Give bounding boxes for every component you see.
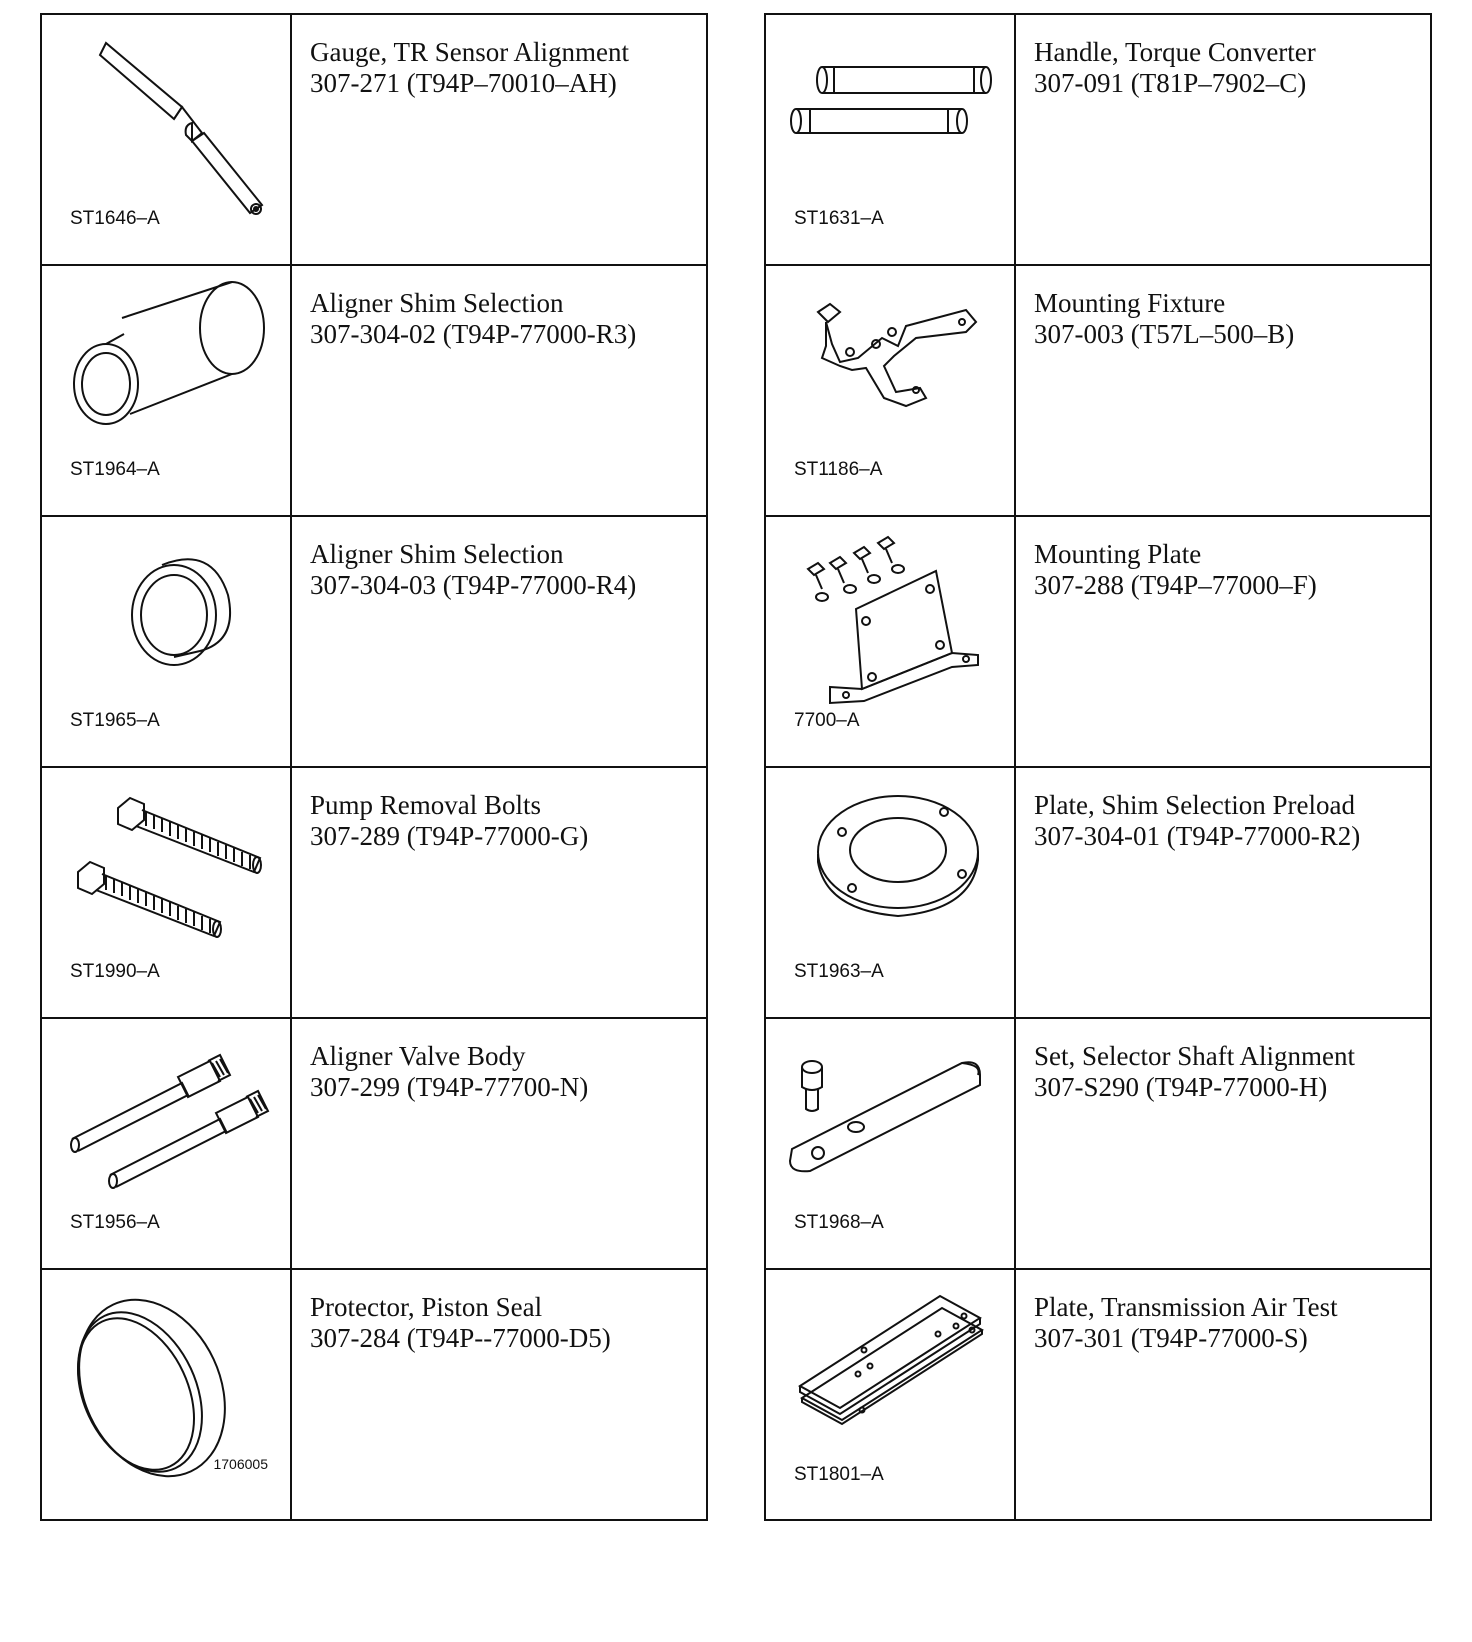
tool-title: Mounting Plate xyxy=(1034,539,1202,569)
tool-number: 307-304-02 (T94P-77000-R3) xyxy=(310,319,637,349)
tool-illustration-cell xyxy=(766,15,1016,264)
tool-illustration-cell xyxy=(766,1270,1016,1520)
illustration-code: ST1631–A xyxy=(794,208,884,229)
tool-title: Plate, Transmission Air Test xyxy=(1034,1292,1338,1322)
tool-description xyxy=(310,1041,588,1103)
illustration-code: ST1965–A xyxy=(70,710,160,731)
tool-row xyxy=(766,266,1430,517)
illustration-code: ST1963–A xyxy=(794,961,884,982)
tool-title: Mounting Fixture xyxy=(1034,288,1226,318)
special-tools-table-right xyxy=(764,13,1432,1521)
tool-row xyxy=(42,768,706,1019)
tool-title: Aligner Shim Selection xyxy=(310,288,564,318)
tool-number: 307-S290 (T94P-77000-H) xyxy=(1034,1072,1328,1102)
tool-row xyxy=(42,266,706,517)
tool-row xyxy=(766,1019,1430,1270)
illustration-code: ST1968–A xyxy=(794,1212,884,1233)
tool-number: 307-288 (T94P–77000–F) xyxy=(1034,570,1317,600)
tool-illustration-cell xyxy=(42,517,292,766)
tool-illustration-cell xyxy=(42,768,292,1017)
tool-row xyxy=(42,1270,706,1520)
illustration-code: ST1186–A xyxy=(794,459,883,480)
tool-row xyxy=(766,517,1430,768)
tool-number: 307-301 (T94P-77000-S) xyxy=(1034,1323,1308,1353)
tool-description xyxy=(1034,288,1294,350)
tool-description xyxy=(310,539,636,601)
tool-illustration-cell xyxy=(42,266,292,515)
tool-description xyxy=(1034,539,1317,601)
tool-title: Set, Selector Shaft Alignment xyxy=(1034,1041,1355,1071)
tool-title: Handle, Torque Converter xyxy=(1034,37,1316,67)
tool-number: 307-304-01 (T94P-77000-R2) xyxy=(1034,821,1361,851)
tool-number: 307-284 (T94P--77000-D5) xyxy=(310,1323,611,1353)
tool-row xyxy=(42,1019,706,1270)
tool-illustration-cell xyxy=(766,517,1016,766)
tool-number: 307-299 (T94P-77700-N) xyxy=(310,1072,589,1102)
tool-title: Plate, Shim Selection Preload xyxy=(1034,790,1355,820)
illustration-code: ST1964–A xyxy=(70,459,160,480)
illustration-code: ST1956–A xyxy=(70,1212,160,1233)
tool-row xyxy=(766,15,1430,266)
tool-row xyxy=(42,517,706,768)
tool-illustration-cell xyxy=(42,15,292,264)
tool-row xyxy=(766,1270,1430,1520)
tool-number: 307-271 (T94P–70010–AH) xyxy=(310,68,617,98)
tool-title: Aligner Shim Selection xyxy=(310,539,564,569)
illustration-code: ST1801–A xyxy=(794,1464,884,1485)
tool-number: 307-289 (T94P-77000-G) xyxy=(310,821,589,851)
illustration-code: 1706005 xyxy=(213,1456,268,1472)
tool-title: Pump Removal Bolts xyxy=(310,790,542,820)
tool-title: Gauge, TR Sensor Alignment xyxy=(310,37,629,67)
illustration-code: 7700–A xyxy=(794,710,860,731)
tool-illustration-cell xyxy=(766,768,1016,1017)
tool-description xyxy=(310,37,629,99)
tool-title: Aligner Valve Body xyxy=(310,1041,526,1071)
tool-illustration-cell xyxy=(42,1019,292,1268)
tool-description xyxy=(1034,790,1360,852)
tool-title: Protector, Piston Seal xyxy=(310,1292,543,1322)
tool-illustration-cell xyxy=(42,1270,292,1520)
tool-number: 307-003 (T57L–500–B) xyxy=(1034,319,1295,349)
tool-description xyxy=(1034,1292,1338,1354)
tool-description xyxy=(1034,37,1316,99)
tool-illustration-cell xyxy=(766,1019,1016,1268)
tool-illustration-cell xyxy=(766,266,1016,515)
tool-description xyxy=(310,790,588,852)
illustration-code: ST1990–A xyxy=(70,961,160,982)
tool-row xyxy=(766,768,1430,1019)
piston-seal-ring-icon xyxy=(42,1270,290,1519)
illustration-code: ST1646–A xyxy=(70,208,160,229)
special-tools-table-left xyxy=(40,13,708,1521)
tool-description xyxy=(310,1292,611,1354)
tool-description xyxy=(310,288,636,350)
tool-number: 307-304-03 (T94P-77000-R4) xyxy=(310,570,637,600)
tool-row xyxy=(42,15,706,266)
tool-number: 307-091 (T81P–7902–C) xyxy=(1034,68,1307,98)
tool-description xyxy=(1034,1041,1355,1103)
